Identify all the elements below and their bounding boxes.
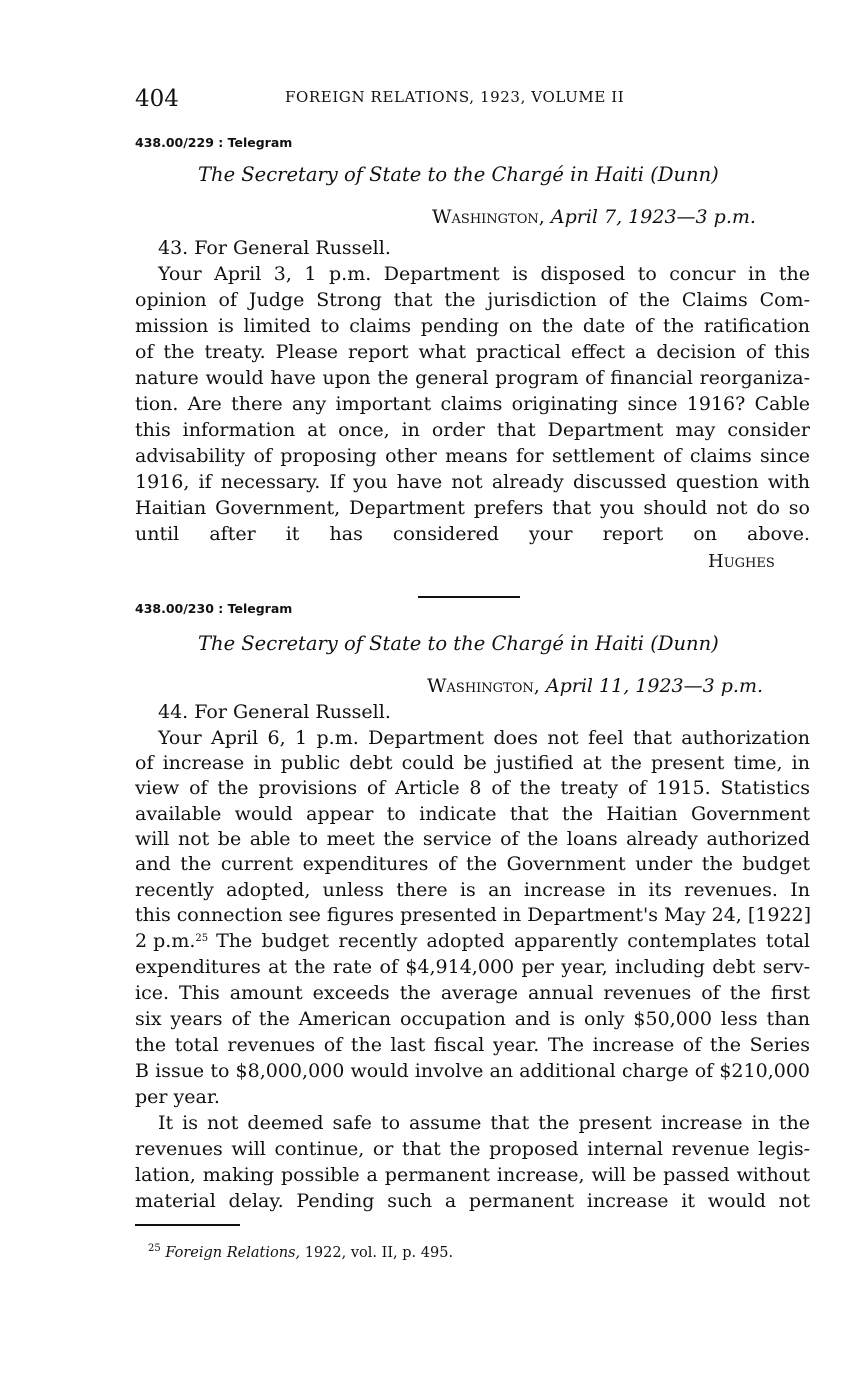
- text-line: opinion of Judge Strong that the jurisdiction of the Claims Com-: [135, 289, 810, 311]
- text-line: and the current expenditures of the Government under the budget: [135, 853, 810, 875]
- text-fragment: The budget recently adopted apparently contemplates total: [216, 930, 810, 952]
- section-divider: [418, 596, 520, 598]
- text-line: will not be able to meet the service of the loans already authorized: [135, 828, 810, 850]
- dateline-place: Washington,: [427, 675, 540, 697]
- text-line: this information at once, in order that Department may consider: [135, 419, 810, 441]
- dateline-date: April 11, 1923—3 p.m.: [545, 675, 764, 697]
- text-line: 44. For General Russell.: [158, 701, 391, 723]
- text-line: Your April 6, 1 p.m. Department does not feel that authorization: [158, 727, 810, 749]
- text-line: six years of the American occupation and is only $50,000 less than: [135, 1008, 810, 1030]
- footnote-divider: [135, 1224, 240, 1226]
- text-line: lation, making possible a permanent increase, will be passed without: [135, 1164, 810, 1186]
- text-line: nature would have upon the general program of financial reorganiza-: [135, 367, 810, 389]
- text-line: 1916, if necessary. If you have not already discussed question with: [135, 471, 810, 493]
- text-line: Your April 3, 1 p.m. Department is disposed to concur in the: [158, 263, 810, 285]
- text-line: tion. Are there any important claims originating since 1916? Cable: [135, 393, 810, 415]
- document-title: The Secretary of State to the Chargé in Haiti (Dunn): [198, 632, 719, 655]
- text-line: [135, 930, 810, 952]
- dateline-date: April 7, 1923—3 p.m.: [550, 206, 756, 228]
- text-line: the total revenues of the last fiscal year. The increase of the Series: [135, 1034, 810, 1056]
- page-number: 404: [135, 86, 179, 112]
- dateline-place: Washington,: [432, 206, 545, 228]
- text-line: ice. This amount exceeds the average annual revenues of the first: [135, 982, 810, 1004]
- text-line: of the treaty. Please report what practical effect a decision of this: [135, 341, 810, 363]
- text-fragment: [135, 930, 208, 952]
- text-line: until after it has considered your report on above.: [135, 523, 810, 545]
- text-line: expenditures at the rate of $4,914,000 per year, including debt serv-: [135, 956, 810, 978]
- running-head: FOREIGN RELATIONS, 1923, VOLUME II: [285, 88, 625, 106]
- footnote-mark: 25: [148, 1243, 161, 1254]
- text-line: It is not deemed safe to assume that the present increase in the: [158, 1112, 810, 1134]
- file-reference: 438.00/230 : Telegram: [135, 601, 293, 616]
- footnote-reference[interactable]: 25: [195, 933, 209, 944]
- text-line: revenues will continue, or that the proposed internal revenue legis-: [135, 1138, 810, 1160]
- text-span: 2 p.m.: [135, 930, 196, 952]
- text-line: mission is limited to claims pending on the date of the ratification: [135, 315, 810, 337]
- footnote-citation: 1922, vol. II, p. 495.: [304, 1245, 454, 1261]
- signature: Hughes: [708, 551, 775, 572]
- dateline: [432, 206, 756, 228]
- text-line: 43. For General Russell.: [158, 237, 391, 259]
- text-line: recently adopted, unless there is an increase in its revenues. In: [135, 879, 810, 901]
- text-line: view of the provisions of Article 8 of the treaty of 1915. Statistics: [135, 777, 810, 799]
- text-line: of increase in public debt could be justified at the present time, in: [135, 752, 810, 774]
- document-title: The Secretary of State to the Chargé in Haiti (Dunn): [198, 163, 719, 186]
- text-line: Haitian Government, Department prefers that you should not do so: [135, 497, 810, 519]
- text-line: advisability of proposing other means for settlement of claims since: [135, 445, 810, 467]
- text-line: per year.: [135, 1086, 220, 1108]
- text-line: available would appear to indicate that the Haitian Government: [135, 803, 810, 825]
- text-line: material delay. Pending such a permanent increase it would not: [135, 1190, 810, 1212]
- text-line: this connection see figures presented in Department's May 24, [1922]: [135, 904, 812, 926]
- dateline: [427, 675, 763, 697]
- file-reference: 438.00/229 : Telegram: [135, 135, 293, 150]
- footnote: [148, 1243, 453, 1261]
- text-line: B issue to $8,000,000 would involve an additional charge of $210,000: [135, 1060, 810, 1082]
- footnote-source: Foreign Relations,: [165, 1245, 301, 1261]
